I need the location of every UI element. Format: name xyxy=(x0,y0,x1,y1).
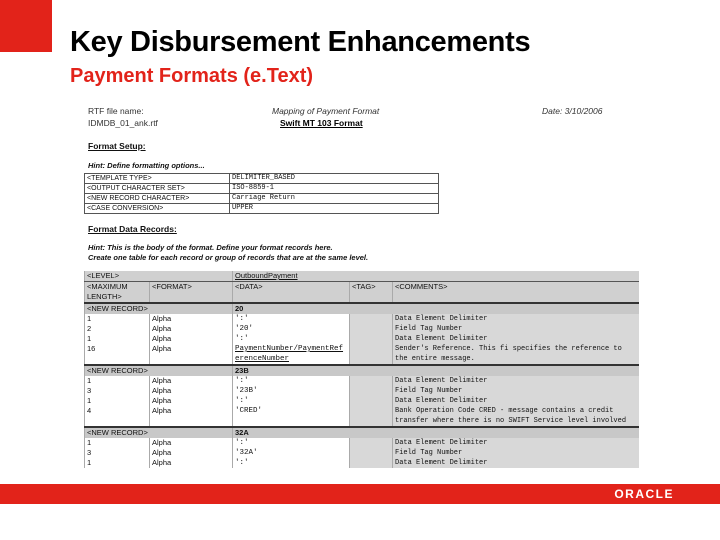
new-record-value: 32A xyxy=(233,427,640,438)
cell: 1 xyxy=(85,458,150,468)
cell: Alpha xyxy=(150,344,233,365)
cell: ':' xyxy=(233,314,350,324)
level-row xyxy=(85,271,640,282)
table-row xyxy=(85,438,640,448)
format-setup-hint: Hint: Define formatting options... xyxy=(88,161,205,170)
setup-key: <TEMPLATE TYPE> xyxy=(85,174,230,184)
data-records-hint-2: Create one table for each record or group of records that are at the same level. xyxy=(88,253,369,262)
oracle-logo: ORACLE xyxy=(614,487,674,501)
new-record-label: <NEW RECORD> xyxy=(85,427,233,438)
table-row xyxy=(85,334,640,344)
cell: Alpha xyxy=(150,396,233,406)
mapping-title: Mapping of Payment Format xyxy=(272,106,380,116)
cell: Alpha xyxy=(150,324,233,334)
cell: Alpha xyxy=(150,314,233,324)
data-records-hint-1: Hint: This is the body of the format. Define your format records here. xyxy=(88,243,333,252)
cell: 16 xyxy=(85,344,150,365)
table-row xyxy=(85,406,640,427)
cell: 2 xyxy=(85,324,150,334)
column-header: <DATA> xyxy=(233,282,350,304)
new-record-row xyxy=(85,365,640,376)
column-header-row xyxy=(85,282,640,304)
slide-title: Key Disbursement Enhancements xyxy=(70,26,531,58)
cell: 1 xyxy=(85,334,150,344)
column-header: <COMMENTS> xyxy=(393,282,640,304)
cell: Alpha xyxy=(150,458,233,468)
format-setup-heading: Format Setup: xyxy=(88,141,146,151)
new-record-label: <NEW RECORD> xyxy=(85,365,233,376)
setup-row xyxy=(85,194,439,204)
cell: Field Tag Number xyxy=(393,386,640,396)
column-header: <MAXIMUM LENGTH> xyxy=(85,282,150,304)
cell: Field Tag Number xyxy=(393,324,640,334)
setup-key: <NEW RECORD CHARACTER> xyxy=(85,194,230,204)
cell: 3 xyxy=(85,386,150,396)
cell: Data Element Delimiter xyxy=(393,438,640,448)
table-row xyxy=(85,458,640,468)
cell: Field Tag Number xyxy=(393,448,640,458)
cell: 1 xyxy=(85,314,150,324)
cell: Data Element Delimiter xyxy=(393,314,640,324)
footer-bar xyxy=(0,484,720,504)
setup-row xyxy=(85,204,439,214)
cell: ':' xyxy=(233,438,350,448)
new-record-value: 20 xyxy=(233,303,640,314)
setup-value: DELIMITER_BASED xyxy=(230,174,439,184)
setup-key: <CASE CONVERSION> xyxy=(85,204,230,214)
new-record-value: 23B xyxy=(233,365,640,376)
cell: Bank Operation Code CRED - message contains a credit transfer where there is no SWIFT Service level involved xyxy=(393,406,640,427)
cell: ':' xyxy=(233,334,350,344)
new-record-row xyxy=(85,303,640,314)
format-name: Swift MT 103 Format xyxy=(280,118,363,128)
new-record-row xyxy=(85,427,640,438)
cell: Alpha xyxy=(150,448,233,458)
cell: Data Element Delimiter xyxy=(393,396,640,406)
setup-key: <OUTPUT CHARACTER SET> xyxy=(85,184,230,194)
level-label: <LEVEL> xyxy=(85,271,233,282)
table-row xyxy=(85,324,640,334)
column-header: <FORMAT> xyxy=(150,282,233,304)
cell: Data Element Delimiter xyxy=(393,458,640,468)
level-value: OutboundPayment xyxy=(233,271,640,282)
slide-subtitle: Payment Formats (e.Text) xyxy=(70,65,314,87)
cell: 1 xyxy=(85,396,150,406)
cell: PaymentNumber/PaymentRef erenceNumber xyxy=(233,344,350,365)
brand-red-square xyxy=(0,0,52,52)
format-setup-table xyxy=(84,173,439,214)
cell: Alpha xyxy=(150,386,233,396)
cell: '32A' xyxy=(233,448,350,458)
table-row xyxy=(85,386,640,396)
table-row xyxy=(85,376,640,386)
cell: '20' xyxy=(233,324,350,334)
cell: 1 xyxy=(85,438,150,448)
new-record-label: <NEW RECORD> xyxy=(85,303,233,314)
data-records-heading: Format Data Records: xyxy=(88,224,177,234)
cell: Alpha xyxy=(150,376,233,386)
table-row xyxy=(85,344,640,365)
table-row xyxy=(85,314,640,324)
setup-row xyxy=(85,174,439,184)
data-records-table xyxy=(84,271,639,468)
cell: '23B' xyxy=(233,386,350,396)
cell: 'CRED' xyxy=(233,406,350,427)
setup-value: UPPER xyxy=(230,204,439,214)
document-image xyxy=(84,104,640,474)
column-header: <TAG> xyxy=(350,282,393,304)
cell: ':' xyxy=(233,396,350,406)
cell: Data Element Delimiter xyxy=(393,334,640,344)
table-row xyxy=(85,396,640,406)
cell: ':' xyxy=(233,458,350,468)
cell: 3 xyxy=(85,448,150,458)
cell: Sender's Reference. This fi specifies the reference to the entire message. xyxy=(393,344,640,365)
setup-value: Carriage Return xyxy=(230,194,439,204)
cell: Alpha xyxy=(150,334,233,344)
cell: Alpha xyxy=(150,406,233,427)
table-row xyxy=(85,448,640,458)
template-label: RTF file name: xyxy=(88,106,144,116)
cell: Data Element Delimiter xyxy=(393,376,640,386)
setup-row xyxy=(85,184,439,194)
template-id: IDMDB_01_ank.rtf xyxy=(88,118,158,128)
document-date: Date: 3/10/2006 xyxy=(542,106,603,116)
cell: 4 xyxy=(85,406,150,427)
cell: Alpha xyxy=(150,438,233,448)
cell: ':' xyxy=(233,376,350,386)
setup-value: ISO-8859-1 xyxy=(230,184,439,194)
cell: 1 xyxy=(85,376,150,386)
